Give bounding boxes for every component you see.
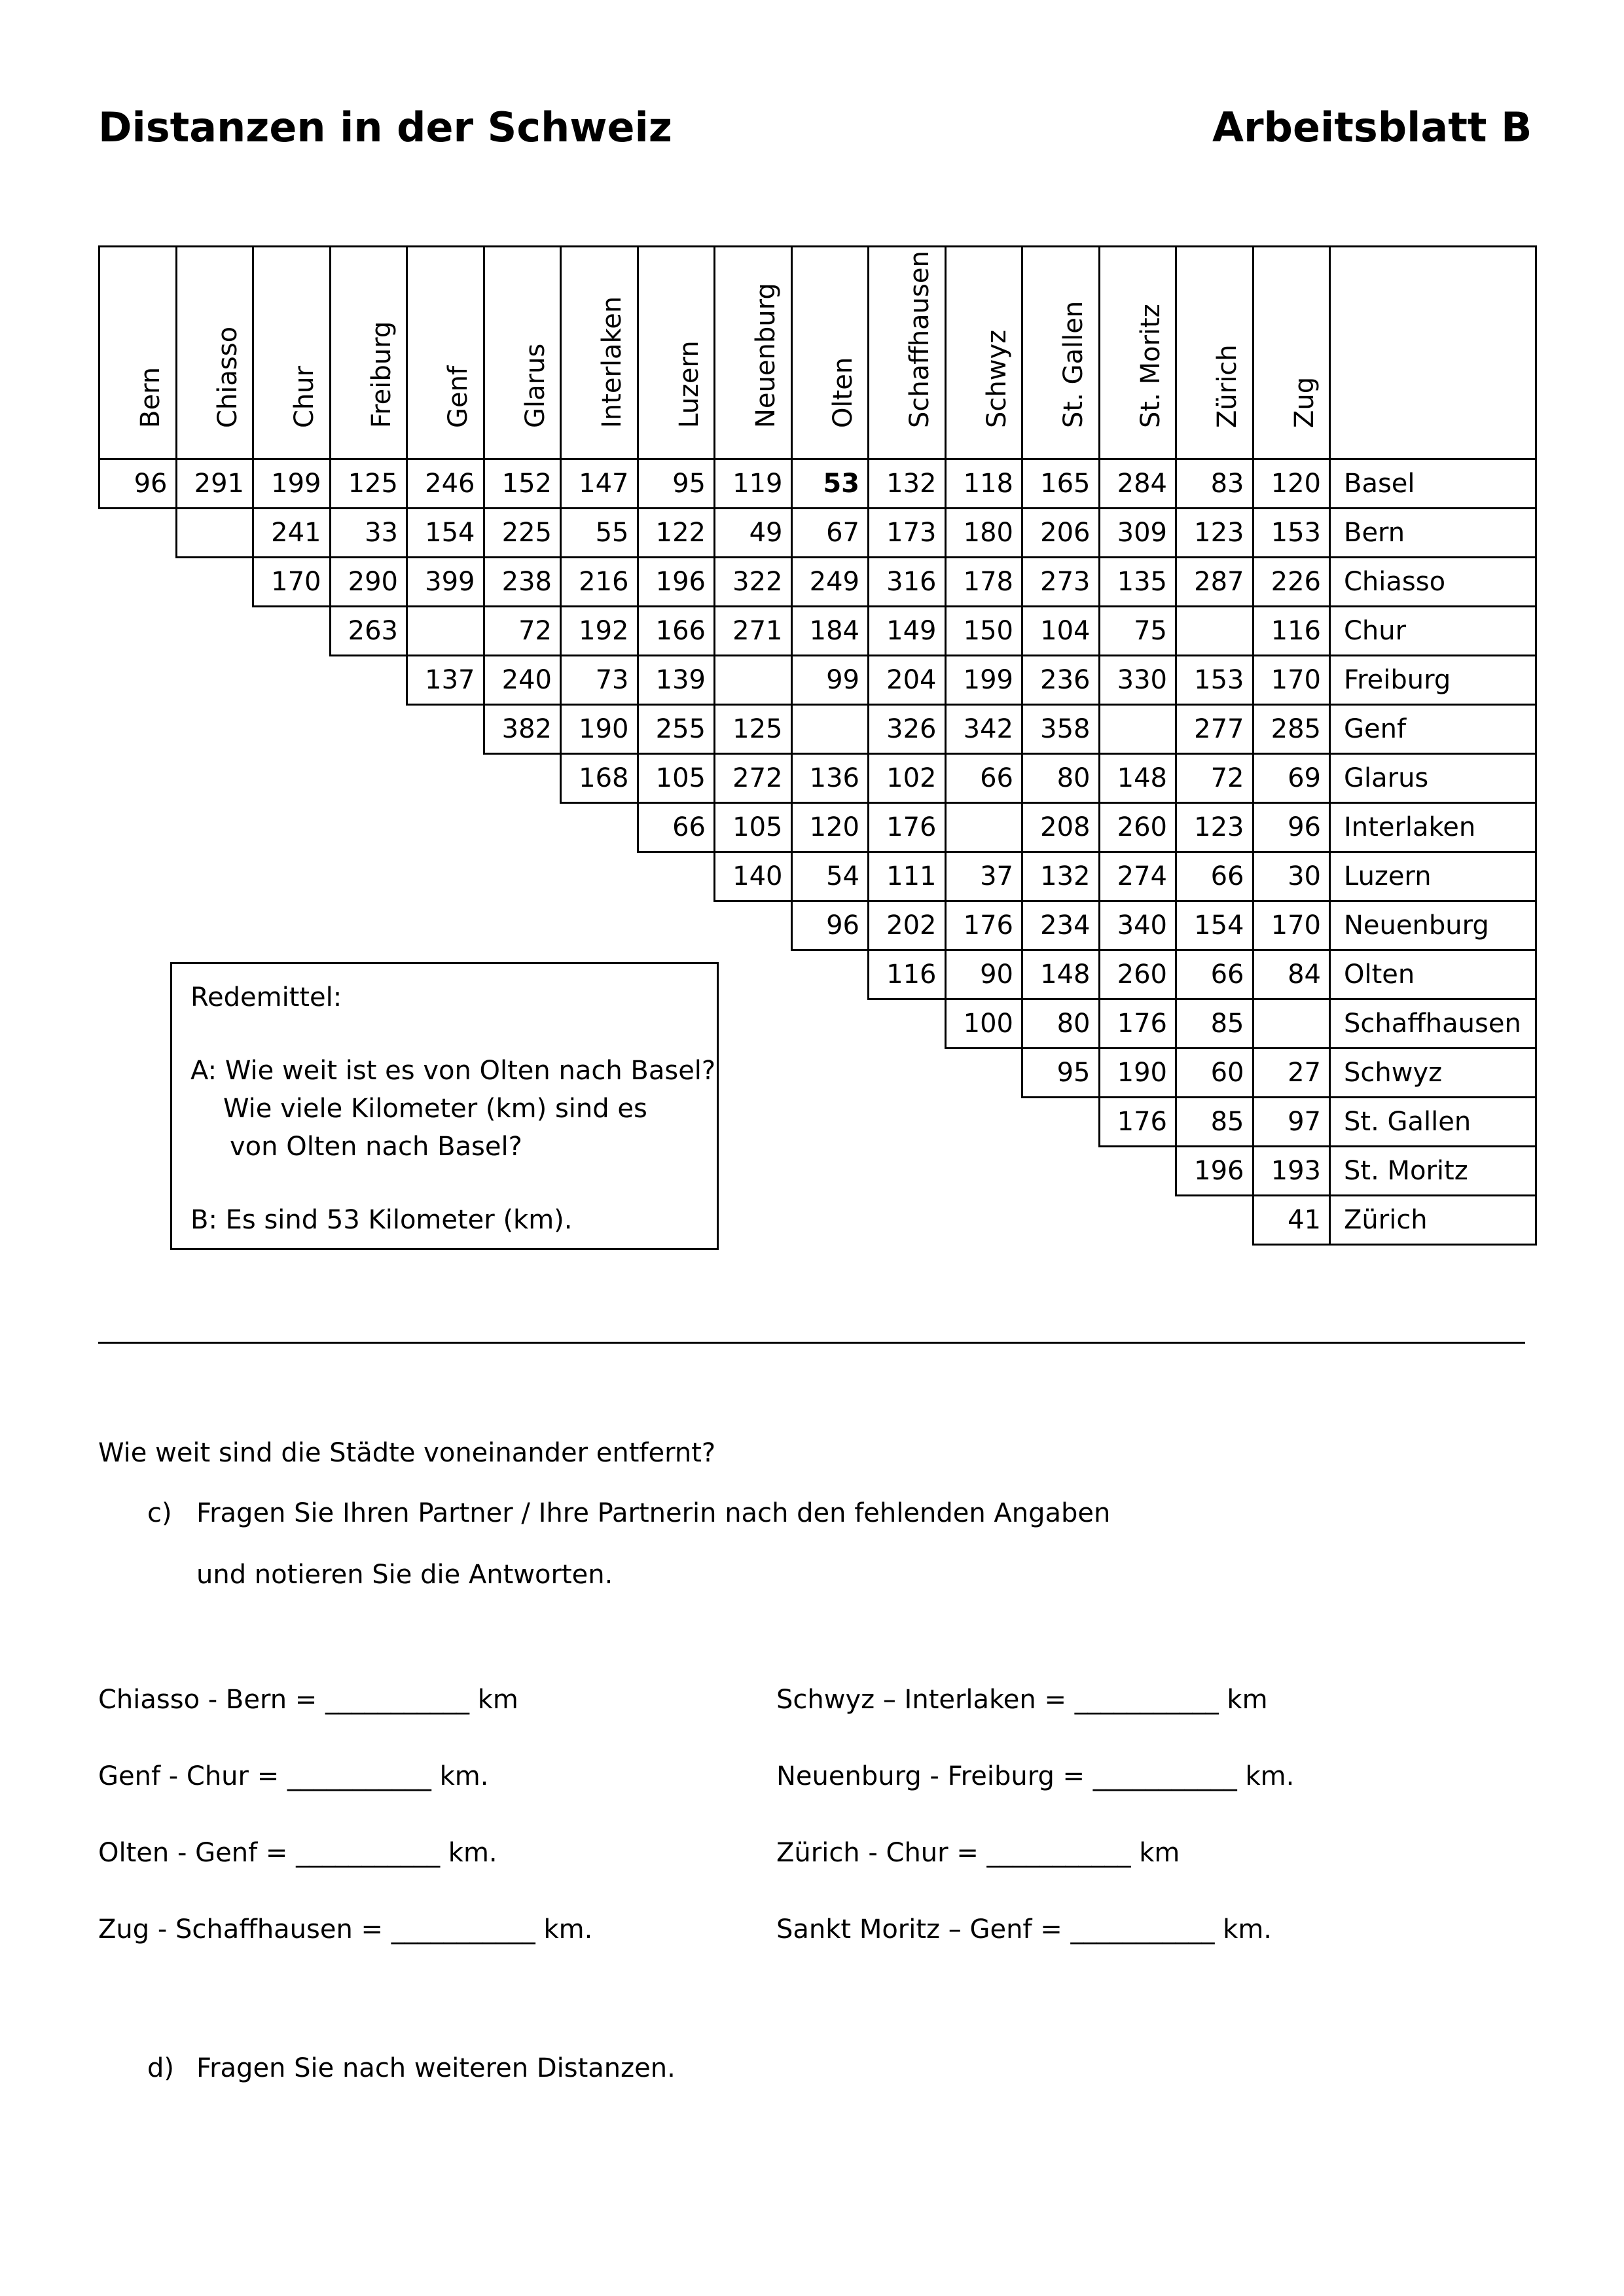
distance-cell: 41 [1252, 1194, 1331, 1246]
distance-cell: 184 [791, 605, 870, 656]
distance-cell: 105 [713, 802, 793, 853]
distance-cell: 153 [1252, 507, 1331, 558]
distance-cell: 140 [713, 851, 793, 902]
distance-cell [1252, 998, 1331, 1049]
column-header-label: Schwyz [981, 329, 1012, 428]
row-label: Chur [1329, 605, 1537, 656]
column-header [637, 245, 716, 460]
redemittel-box [170, 962, 719, 1250]
left-exercise-item: Zug - Schaffhausen = ___________ km. [98, 1914, 593, 1945]
row-label: St. Gallen [1329, 1096, 1537, 1147]
distance-cell: 139 [637, 655, 716, 706]
column-header-label: Luzern [674, 340, 704, 428]
row-label: Luzern [1329, 851, 1537, 902]
divider-line [98, 1342, 1525, 1344]
column-header-label: Neuenburg [751, 283, 782, 428]
redemittel-question-a3: von Olten nach Basel? [230, 1132, 522, 1162]
column-header [1098, 245, 1178, 460]
distance-cell: 226 [1252, 556, 1331, 607]
right-exercise-item: Schwyz – Interlaken = ___________ km [776, 1685, 1268, 1715]
column-header-label: Glarus [520, 343, 550, 428]
distance-cell: 72 [483, 605, 562, 656]
distance-cell: 216 [560, 556, 639, 607]
left-exercise-item: Chiasso - Bern = ___________ km [98, 1685, 518, 1715]
distance-cell: 180 [945, 507, 1024, 558]
distance-cell: 287 [1175, 556, 1254, 607]
distance-cell: 277 [1175, 704, 1254, 755]
column-header [98, 245, 177, 460]
column-header-label: Zürich [1212, 344, 1243, 428]
distance-cell: 84 [1252, 949, 1331, 1000]
distance-cell [175, 507, 255, 558]
distance-cell: 154 [406, 507, 485, 558]
distance-cell: 246 [406, 458, 485, 509]
right-exercise-item: Zürich - Chur = ___________ km [776, 1838, 1180, 1868]
distance-cell: 382 [483, 704, 562, 755]
distance-cell: 116 [867, 949, 947, 1000]
column-header [1252, 245, 1331, 460]
distance-cell: 137 [406, 655, 485, 706]
distance-cell: 166 [637, 605, 716, 656]
column-header-label: Chur [289, 365, 320, 428]
distance-cell: 120 [1252, 458, 1331, 509]
distance-cell: 136 [791, 753, 870, 804]
distance-cell: 73 [560, 655, 639, 706]
distance-cell: 176 [1098, 998, 1178, 1049]
distance-cell: 154 [1175, 900, 1254, 951]
distance-cell: 67 [791, 507, 870, 558]
distance-cell: 309 [1098, 507, 1178, 558]
distance-cell: 80 [1021, 998, 1100, 1049]
column-header-label: Freiburg [366, 321, 397, 428]
distance-cell: 33 [329, 507, 408, 558]
distance-cell: 147 [560, 458, 639, 509]
distance-cell: 190 [1098, 1047, 1178, 1098]
distance-cell: 260 [1098, 802, 1178, 853]
distance-cell: 125 [713, 704, 793, 755]
distance-cell: 69 [1252, 753, 1331, 804]
row-label: Schwyz [1329, 1047, 1537, 1098]
left-exercise-item: Olten - Genf = ___________ km. [98, 1838, 497, 1868]
distance-cell: 53 [791, 458, 870, 509]
column-header-label: St. Moritz [1135, 304, 1166, 428]
distance-cell: 120 [791, 802, 870, 853]
column-header-label: Genf [443, 365, 474, 428]
distance-cell: 196 [637, 556, 716, 607]
column-header [1021, 245, 1100, 460]
distance-cell: 66 [637, 802, 716, 853]
distance-cell: 148 [1021, 949, 1100, 1000]
distance-cell: 165 [1021, 458, 1100, 509]
distance-cell: 178 [945, 556, 1024, 607]
distance-cell: 284 [1098, 458, 1178, 509]
distance-cell: 326 [867, 704, 947, 755]
row-label: Glarus [1329, 753, 1537, 804]
distance-cell: 125 [329, 458, 408, 509]
right-exercise-item: Sankt Moritz – Genf = ___________ km. [776, 1914, 1272, 1945]
left-exercise-item: Genf - Chur = ___________ km. [98, 1761, 489, 1791]
distance-cell: 176 [1098, 1096, 1178, 1147]
distance-cell: 30 [1252, 851, 1331, 902]
column-header [329, 245, 408, 460]
distance-cell: 75 [1098, 605, 1178, 656]
row-label: Interlaken [1329, 802, 1537, 853]
distance-cell: 116 [1252, 605, 1331, 656]
column-header [791, 245, 870, 460]
distance-cell: 236 [1021, 655, 1100, 706]
distance-cell: 190 [560, 704, 639, 755]
distance-cell: 85 [1175, 998, 1254, 1049]
distance-cell: 273 [1021, 556, 1100, 607]
distance-cell: 255 [637, 704, 716, 755]
redemittel-question-a1: A: Wie weit ist es von Olten nach Basel? [190, 1056, 716, 1086]
column-header-label: Bern [135, 367, 166, 428]
distance-cell: 342 [945, 704, 1024, 755]
distance-cell: 135 [1098, 556, 1178, 607]
column-header [713, 245, 793, 460]
column-header [867, 245, 947, 460]
distance-cell: 168 [560, 753, 639, 804]
distance-cell: 132 [1021, 851, 1100, 902]
column-header [1175, 245, 1254, 460]
distance-cell: 290 [329, 556, 408, 607]
distance-cell: 54 [791, 851, 870, 902]
distance-cell: 340 [1098, 900, 1178, 951]
distance-cell: 199 [945, 655, 1024, 706]
distance-cell: 263 [329, 605, 408, 656]
distance-cell: 66 [1175, 949, 1254, 1000]
task-d-instruction: Fragen Sie nach weiteren Distanzen. [196, 2053, 676, 2083]
distance-cell: 96 [98, 458, 177, 509]
row-label: Neuenburg [1329, 900, 1537, 951]
column-header [406, 245, 485, 460]
column-header-label: Chiasso [212, 326, 243, 428]
distance-cell: 99 [791, 655, 870, 706]
distance-cell: 95 [637, 458, 716, 509]
distance-cell: 260 [1098, 949, 1178, 1000]
row-label: Zürich [1329, 1194, 1537, 1246]
distance-cell: 83 [1175, 458, 1254, 509]
column-header [945, 245, 1024, 460]
distance-cell: 85 [1175, 1096, 1254, 1147]
row-label: Bern [1329, 507, 1537, 558]
distance-cell: 173 [867, 507, 947, 558]
task-question: Wie weit sind die Städte voneinander entfernt? [98, 1438, 716, 1468]
distance-cell: 206 [1021, 507, 1100, 558]
distance-cell: 208 [1021, 802, 1100, 853]
distance-cell: 170 [1252, 900, 1331, 951]
distance-cell: 37 [945, 851, 1024, 902]
distance-cell: 316 [867, 556, 947, 607]
column-header-label: Schaffhausen [905, 251, 935, 428]
distance-cell: 196 [1175, 1145, 1254, 1196]
distance-cell: 123 [1175, 802, 1254, 853]
distance-cell: 170 [252, 556, 331, 607]
distance-cell [1175, 605, 1254, 656]
distance-cell: 90 [945, 949, 1024, 1000]
distance-cell: 122 [637, 507, 716, 558]
distance-cell: 119 [713, 458, 793, 509]
column-header-label: Olten [827, 357, 858, 428]
task-d-marker: d) [147, 2053, 174, 2083]
distance-cell: 202 [867, 900, 947, 951]
distance-cell: 193 [1252, 1145, 1331, 1196]
row-label: Freiburg [1329, 655, 1537, 706]
worksheet-label: Arbeitsblatt B [1212, 103, 1532, 151]
distance-cell: 285 [1252, 704, 1331, 755]
distance-cell: 60 [1175, 1047, 1254, 1098]
column-header [560, 245, 639, 460]
distance-cell: 176 [867, 802, 947, 853]
distance-cell [1098, 704, 1178, 755]
distance-cell: 132 [867, 458, 947, 509]
header-corner [1329, 245, 1537, 460]
distance-cell: 80 [1021, 753, 1100, 804]
distance-cell: 105 [637, 753, 716, 804]
row-label: Olten [1329, 949, 1537, 1000]
column-header-label: Interlaken [597, 296, 628, 428]
distance-cell: 271 [713, 605, 793, 656]
distance-cell: 176 [945, 900, 1024, 951]
distance-cell: 66 [1175, 851, 1254, 902]
distance-cell: 225 [483, 507, 562, 558]
distance-cell: 170 [1252, 655, 1331, 706]
distance-cell: 118 [945, 458, 1024, 509]
distance-cell: 238 [483, 556, 562, 607]
distance-cell: 249 [791, 556, 870, 607]
distance-cell: 123 [1175, 507, 1254, 558]
distance-cell: 240 [483, 655, 562, 706]
task-c-instruction-cont: und notieren Sie die Antworten. [196, 1560, 613, 1590]
column-header [252, 245, 331, 460]
column-header-label: Zug [1289, 376, 1320, 428]
distance-cell: 55 [560, 507, 639, 558]
distance-cell: 152 [483, 458, 562, 509]
distance-cell: 100 [945, 998, 1024, 1049]
distance-cell: 204 [867, 655, 947, 706]
row-label: Schaffhausen [1329, 998, 1537, 1049]
task-c-marker: c) [147, 1498, 172, 1528]
distance-cell: 150 [945, 605, 1024, 656]
distance-cell [791, 704, 870, 755]
distance-cell: 96 [791, 900, 870, 951]
row-label: Genf [1329, 704, 1537, 755]
column-header [175, 245, 255, 460]
distance-cell: 95 [1021, 1047, 1100, 1098]
distance-cell: 148 [1098, 753, 1178, 804]
distance-cell: 199 [252, 458, 331, 509]
distance-cell: 96 [1252, 802, 1331, 853]
redemittel-heading: Redemittel: [190, 982, 342, 1013]
distance-cell: 72 [1175, 753, 1254, 804]
distance-cell [713, 655, 793, 706]
row-label: Basel [1329, 458, 1537, 509]
distance-cell: 358 [1021, 704, 1100, 755]
row-label: St. Moritz [1329, 1145, 1537, 1196]
distance-cell: 399 [406, 556, 485, 607]
right-exercise-item: Neuenburg - Freiburg = ___________ km. [776, 1761, 1295, 1791]
distance-cell [406, 605, 485, 656]
distance-cell: 149 [867, 605, 947, 656]
distance-cell: 102 [867, 753, 947, 804]
distance-cell: 330 [1098, 655, 1178, 706]
distance-cell: 322 [713, 556, 793, 607]
distance-cell: 192 [560, 605, 639, 656]
page-title: Distanzen in der Schweiz [98, 103, 672, 151]
distance-cell: 49 [713, 507, 793, 558]
distance-cell: 153 [1175, 655, 1254, 706]
row-label: Chiasso [1329, 556, 1537, 607]
column-header [483, 245, 562, 460]
distance-cell: 97 [1252, 1096, 1331, 1147]
task-c-instruction: Fragen Sie Ihren Partner / Ihre Partnerin nach den fehlenden Angaben [196, 1498, 1111, 1528]
distance-cell: 274 [1098, 851, 1178, 902]
distance-cell: 104 [1021, 605, 1100, 656]
distance-cell: 66 [945, 753, 1024, 804]
distance-cell: 27 [1252, 1047, 1331, 1098]
distance-cell: 241 [252, 507, 331, 558]
redemittel-question-a2: Wie viele Kilometer (km) sind es [223, 1094, 647, 1124]
distance-cell: 111 [867, 851, 947, 902]
column-header-label: St. Gallen [1058, 300, 1089, 428]
distance-cell [945, 802, 1024, 853]
distance-cell: 234 [1021, 900, 1100, 951]
distance-cell: 291 [175, 458, 255, 509]
distance-cell: 272 [713, 753, 793, 804]
redemittel-answer-b: B: Es sind 53 Kilometer (km). [190, 1205, 573, 1235]
